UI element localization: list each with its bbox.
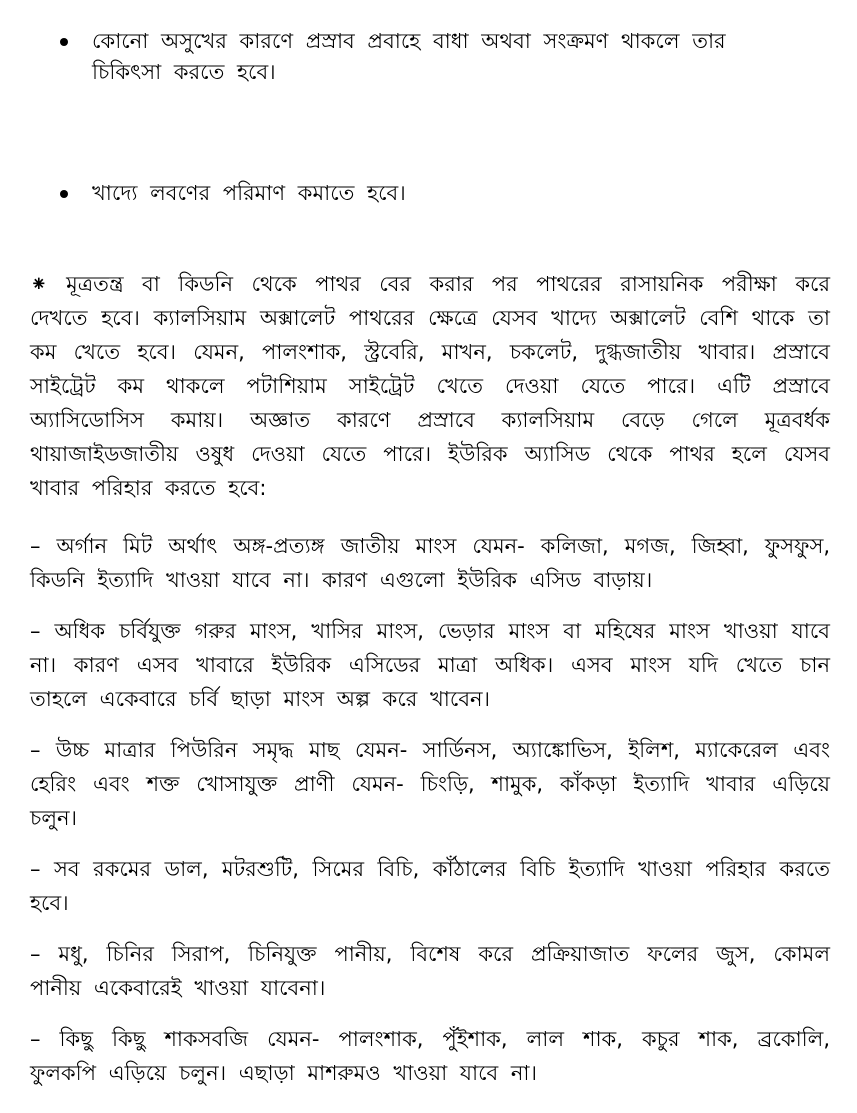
list-item-purine-fish: – উচ্চ মাত্রার পিউরিন সমৃদ্ধ মাছ যেমন- সার্ডিনস, অ্যাঙ্কোভিস, ইলিশ, ম্যাকেরেল এবং হেরিং এবং শক্ত খোসাযুক্ত প্রাণী যেমন- চিংড়ি, শামুক, কাঁকড়া ইত্যাদি খাবার এড়িয়ে চলুন।	[30, 738, 830, 830]
bullet-dot	[60, 190, 68, 198]
list-item-vegetables: – কিছু কিছু শাকসবজি যেমন- পালংশাক, পুঁইশাক, লাল শাক, কচুর শাক, ব্রকোলি, ফুলকপি এড়িয়ে চলুন। এছাড়া মাশরুমও খাওয়া যাবে না।	[30, 1027, 830, 1085]
list-item-sugary-drinks: – মধু, চিনির সিরাপ, চিনিযুক্ত পানীয়, বিশেষ করে প্রক্রিয়াজাত ফলের জুস, কোমল পানীয় একেবারেই খাওয়া যাবেনা।	[30, 942, 830, 1000]
bullet-item-salt	[60, 178, 800, 209]
intro-paragraph: ⁕ মূত্রতন্ত্র বা কিডনি থেকে পাথর বের করার পর পাথরের রাসায়নিক পরীক্ষা করে দেখতে হবে। ক্যালসিয়াম অক্সালেট পাথরের ক্ষেত্রে যেসব খাদ্যে অক্সালেট বেশি থাকে তা কম খেতে হবে। যেমন, পালংশাক, স্ট্রবেরি, মাখন, চকলেট, দুগ্ধজাতীয় খাবার। প্রস্রাবে সাইট্রেট কম থাকলে পটাশিয়াম সাইট্রেট খেতে দেওয়া যেতে পারে। এটি প্রস্রাবে অ্যাসিডোসিস কমায়। অজ্ঞাত কারণে প্রস্রাবে ক্যালসিয়াম বেড়ে গেলে মূত্রবর্ধক থায়াজাইডজাতীয় ওষুধ দেওয়া যেতে পারে। ইউরিক অ্যাসিড থেকে পাথর হলে যেসব খাবার পরিহার করতে হবে:	[30, 272, 830, 500]
bullet-text: খাদ্যে লবণের পরিমাণ কমাতে হবে।	[92, 181, 406, 205]
bullet-text: কোনো অসুখের কারণে প্রস্রাব প্রবাহে বাধা অথবা সংক্রমণ থাকলে তার চিকিৎসা করতে হবে।	[92, 29, 726, 84]
bullet-dot	[60, 38, 68, 46]
bullet-item-treatment	[60, 26, 800, 88]
list-item-fatty-meat: – অধিক চর্বিযুক্ত গরুর মাংস, খাসির মাংস, ভেড়ার মাংস বা মহিষের মাংস খাওয়া যাবে না। কারণ এসব খাবারে ইউরিক এসিডের মাত্রা অধিক। এসব মাংস যদি খেতে চান তাহলে একেবারে চর্বি ছাড়া মাংস অল্প করে খাবেন।	[30, 619, 830, 711]
list-item-pulses: – সব রকমের ডাল, মটরশুটি, সিমের বিচি, কাঁঠালের বিচি ইত্যাদি খাওয়া পরিহার করতে হবে।	[30, 857, 830, 915]
list-item-organ-meat: – অর্গান মিট অর্থাৎ অঙ্গ-প্রত্যঙ্গ জাতীয় মাংস যেমন- কলিজা, মগজ, জিহ্বা, ফুসফুস, কিডনি ইত্যাদি খাওয়া যাবে না। কারণ এগুলো ইউরিক এসিড বাড়ায়।	[30, 534, 830, 592]
